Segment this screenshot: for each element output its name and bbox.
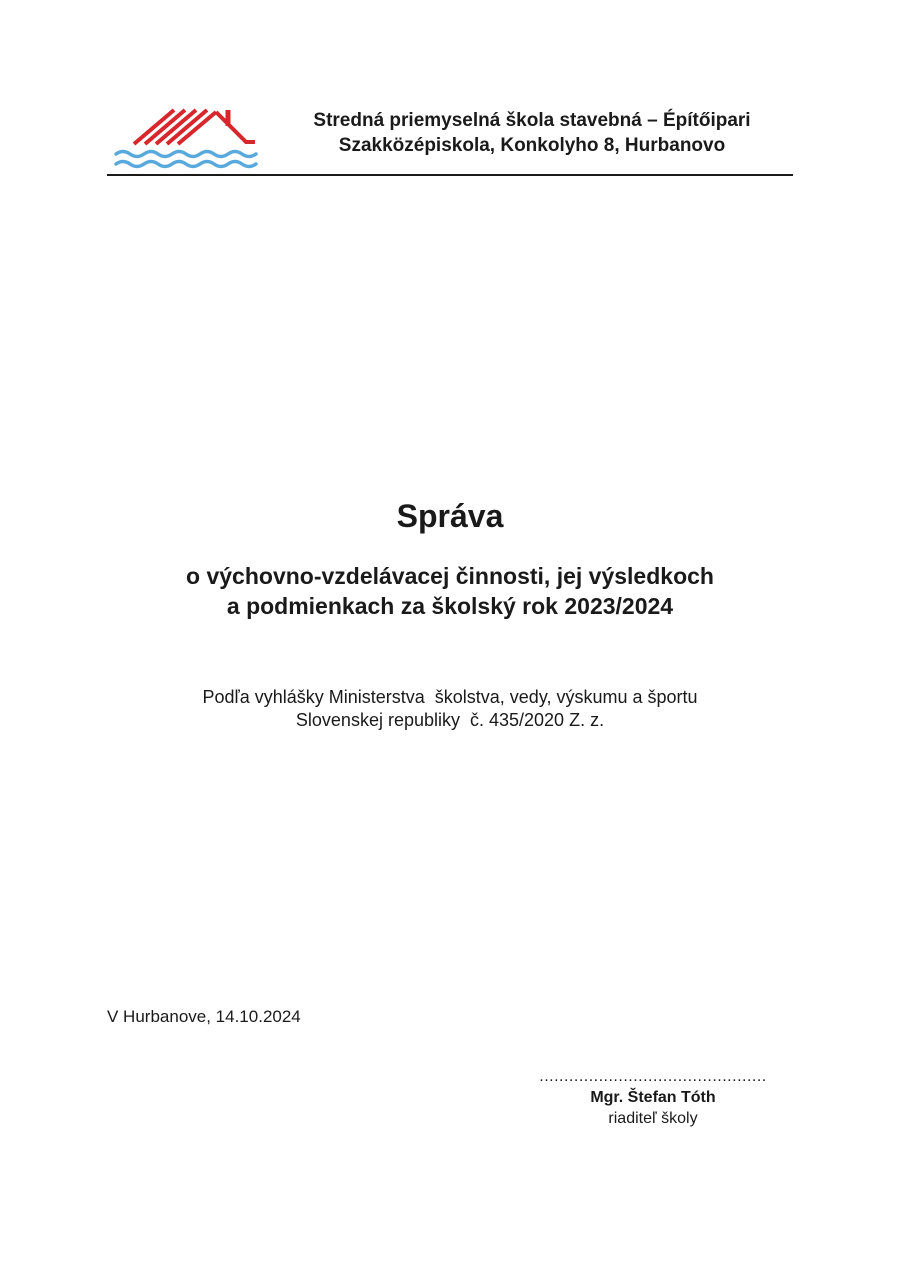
document-subtitle [0,561,900,621]
signatory-role: riaditeľ školy [608,1110,698,1127]
legal-basis-line2: Slovenskej republiky č. 435/2020 Z. z. [295,710,605,730]
signature-line: .............................................. [539,1068,767,1085]
school-logo-icon [112,106,262,170]
place-and-date: V Hurbanove, 14.10.2024 [107,1007,301,1026]
school-name-line1: Stredná priemyselná škola stavebná – Építőipari [313,110,751,131]
school-name-line2: Szakközépiskola, Konkolyho 8, Hurbanovo [338,135,726,156]
signature-block [520,1066,786,1129]
document-header [107,100,793,176]
legal-basis [0,686,900,732]
subtitle-line2: a podmienkach za školský rok 2023/2024 [226,593,674,619]
school-name [277,108,787,158]
signatory-name: Mgr. Štefan Tóth [590,1089,716,1106]
legal-basis-line1: Podľa vyhlášky Ministerstva školstva, vedy, výskumu a športu [202,687,698,707]
document-title: Správa [396,498,504,534]
subtitle-line1: o výchovno-vzdelávacej činnosti, jej výsledkoch [186,563,714,589]
